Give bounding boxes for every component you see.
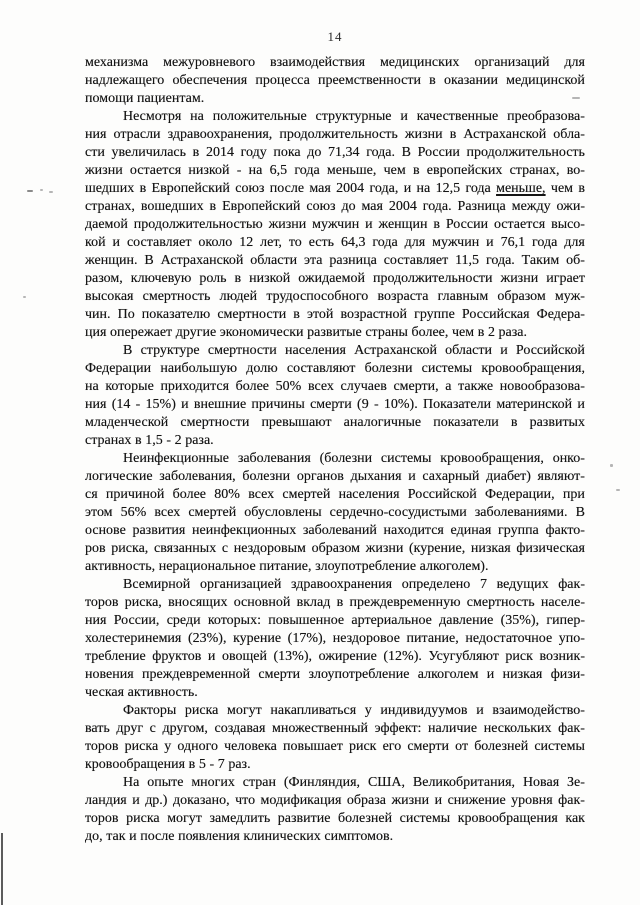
text-line: торов риска у одного человека повышает риск его смерти от болезней системы — [85, 739, 585, 754]
text-line: требление фруктов и овощей (13%), ожирение (12%). Усугубляют риск возник- — [85, 649, 585, 664]
text-line: ров риска, связанных с нездоровым образом жизни (курение, низкая физическая — [85, 541, 585, 556]
text-line: Факторы риска могут накапливаться у индивидуумов и взаимодейство- — [123, 703, 585, 718]
scan-edge-line — [1, 833, 3, 905]
text-line: На опыте многих стран (Финляндия, США, Великобритания, Новая Зе- — [123, 775, 585, 790]
scan-speck — [40, 189, 43, 191]
text-line: сти увеличилась в 2014 году пока до 71,34 года. В России продолжительность — [85, 145, 585, 160]
text-line: кой и составляет около 12 лет, то есть 64,3 года для мужчин и 76,1 года для — [85, 235, 585, 250]
text-line: разом, ключевую роль в низкой ожидаемой продолжительности жизни играет — [85, 271, 585, 286]
scan-speck — [49, 191, 53, 193]
text-line: надлежащего обеспечения процесса преемственности в оказании медицинской — [85, 73, 585, 88]
text-line: странах в 1,5 - 2 раза. — [85, 433, 214, 448]
text-line: холестеринемия (23%), курение (17%), нездоровое питание, недостаточное упо- — [85, 631, 585, 646]
text-line: чин. По показателю смертности в этой возрастной группе Российская Федера- — [85, 307, 585, 322]
text-line: шедших в Европейский союз после мая 2004 года, и на 12,5 года меньше, чем в — [85, 181, 585, 196]
page-number: 14 — [327, 29, 343, 44]
text-line: логические заболевания, болезни органов дыхания и сахарный диабет) являют- — [85, 469, 585, 484]
text-line: ся причиной более 80% всех смертей населения Российской Федерации, при — [85, 487, 585, 502]
text-line: торов риска, вносящих основной вклад в преждевременную смертность населе- — [85, 595, 585, 610]
text-line: женщин. В Астраханской области эта разница составляет 11,5 года. Таким об- — [85, 253, 585, 268]
text-line: на которые приходится более 50% всех случаев смерти, а также новообразова- — [85, 379, 585, 394]
text-line: даемой продолжительностью жизни мужчин и женщин в России остается высо- — [85, 217, 585, 232]
text-line: младенческой смертности превышают аналогичные показатели в развитых — [85, 415, 585, 430]
text-line: ция опережает другие экономически развитые страны более, чем в 2 раза. — [85, 325, 527, 340]
text-line: активность, нерациональное питание, злоупотребление алкоголем). — [85, 559, 489, 574]
text-line: ческая активность. — [85, 685, 198, 700]
scan-speck — [616, 489, 620, 491]
text-line: ния России, среди которых: повышенное артериальное давление (35%), гипер- — [85, 613, 585, 628]
page-text — [85, 54, 585, 846]
text-line: Всемирной организацией здравоохранения определено 7 ведущих фак- — [123, 577, 585, 592]
text-line: основе развития неинфекционных заболеваний находится единая группа факто- — [85, 523, 585, 538]
text-line: высокая смертность людей трудоспособного возраста главным образом муж- — [85, 289, 585, 304]
text-line: кровообращения в 5 - 7 раз. — [85, 757, 251, 772]
text-line: Федерации наибольшую долю составляют болезни системы кровообращения, — [85, 361, 585, 376]
text-line: ния (14 - 15%) и внешние причины смерти (9 - 10%). Показатели материнской и — [85, 397, 585, 412]
text-line: ния отрасли здравоохранения, продолжительность жизни в Астраханской обла- — [85, 127, 585, 142]
scan-speck — [572, 97, 580, 99]
text-line: механизма межуровневого взаимодействия медицинских организаций для — [85, 55, 585, 70]
text-line: торов риска могут замедлить развитие болезней системы кровообращения как — [85, 811, 585, 826]
text-line: этом 56% всех смертей обусловлены сердечно-сосудистыми заболеваниями. В — [85, 505, 585, 520]
text-line: ландия и др.) доказано, что модификация образа жизни и снижение уровня фак- — [85, 793, 585, 808]
text-line: странах, вошедших в Европейский союз до мая 2004 года. Разница между ожи- — [85, 199, 585, 214]
scan-speck — [27, 190, 33, 192]
scan-speck — [610, 464, 613, 467]
text-line: новения преждевременной смерти злоупотребление алкоголем и низкая физи- — [85, 667, 585, 682]
text-line: В структуре смертности населения Астраханской области и Российской — [123, 343, 585, 358]
text-line: до, так и после появления клинических симптомов. — [85, 829, 394, 844]
text-line: Неинфекционные заболевания (болезни системы кровообращения, онко- — [123, 451, 585, 466]
scan-speck — [23, 296, 26, 298]
text-line: вать друг с другом, создавая множественный эффект: наличие нескольких фак- — [85, 721, 585, 736]
text-line: Несмотря на положительные структурные и качественные преобразова- — [123, 109, 585, 124]
text-line: помощи пациентам. — [85, 91, 205, 106]
text-line: жизни остается низкой - на 6,5 года меньше, чем в европейских странах, во- — [85, 163, 585, 178]
